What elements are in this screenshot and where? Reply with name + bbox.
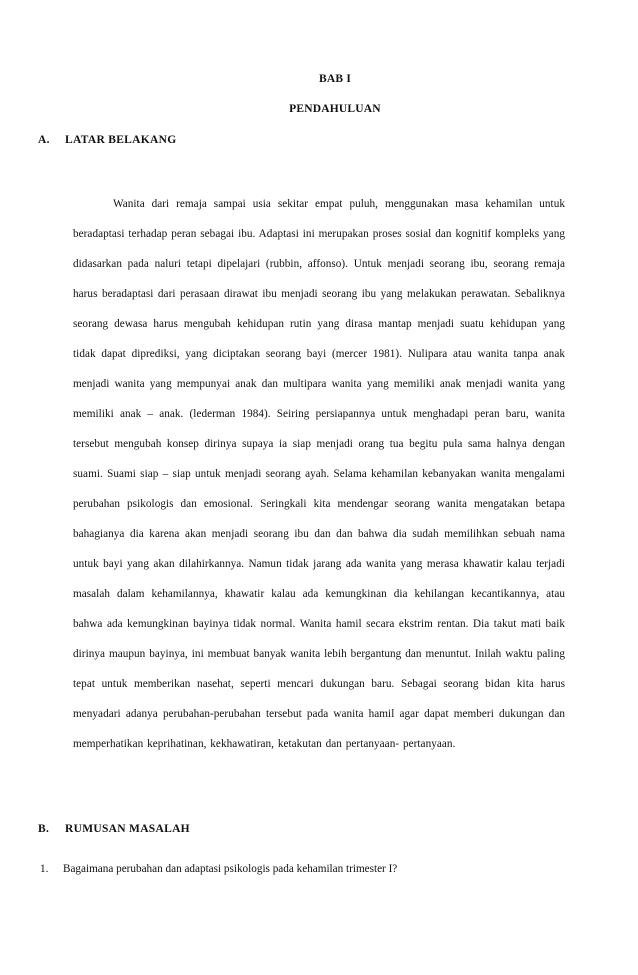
problem-list <box>40 854 580 884</box>
list-item <box>40 854 580 884</box>
list-item-number: 1. <box>40 863 49 875</box>
chapter-title: PENDAHULUAN <box>289 103 381 115</box>
section-marker: B. <box>38 823 50 835</box>
section-heading-latar-belakang <box>38 134 176 146</box>
section-marker: A. <box>38 134 50 146</box>
chapter-number: BAB I <box>319 73 351 85</box>
section-heading-rumusan-masalah <box>38 823 190 835</box>
section-title: LATAR BELAKANG <box>65 134 177 146</box>
background-paragraph: Wanita dari remaja sampai usia sekitar empat puluh, menggunakan masa kehamilan untuk beradaptasi terhadap peran sebagai ibu. Adaptasi ini merupakan proses sosial dan kognitif kompleks yang didasarkan pada naluri tetapi dipelajari (rubbin, affonso). Untuk menjadi seorang ibu, seorang remaja harus beradaptasi dari perasaan dirawat ibu menjadi seorang ibu yang melakukan perawatan. Sebaliknya seorang dewasa harus mengubah kehidupan rutin yang dirasa mantap menjadi suatu kehidupan yang tidak dapat diprediksi, yang diciptakan seorang bayi (mercer 1981). Nulipara atau wanita tanpa anak menjadi wanita yang mempunyai anak dan multipara wanita yang memiliki anak menjadi wanita yang memiliki anak – anak. (lederman 1984). Seiring persiapannya untuk menghadapi peran baru, wanita tersebut mengubah konsep dirinya supaya ia siap menjadi orang tua begitu pula sama halnya dengan suami. Suami siap – siap untuk menjadi seorang ayah. Selama kehamilan kebanyakan wanita mengalami perubahan psikologis dan emosional. Seringkali kita mendengar seorang wanita mengatakan betapa bahagianya dia karena akan menjadi seorang ibu dan dan bahwa dia sudah memilihkan sebuah nama untuk bayi yang akan dilahirkannya. Namun tidak jarang ada wanita yang merasa khawatir kalau terjadi masalah dalam kehamilannya, khawatir kalau ada kemungkinan dia kehilangan kecantikannya, atau bahwa ada kemungkinan bayinya tidak normal. Wanita hamil secara ekstrim rentan. Dia takut mati baik dirinya maupun bayinya, ini membuat banyak wanita lebih bergantung dan menuntut. Inilah waktu paling tepat untuk memberikan nasehat, seperti mencari dukungan baru. Sebagai seorang bidan kita harus menyadari adanya perubahan-perubahan tersebut pada wanita hamil agar dapat memberi dukungan dan memperhatikan keprihatinan, kekhawatiran, ketakutan dan pertanyaan- pertanyaan. <box>73 198 565 751</box>
section-title: RUMUSAN MASALAH <box>65 823 190 835</box>
list-item-text: Bagaimana perubahan dan adaptasi psikologis pada kehamilan trimester I? <box>63 863 398 875</box>
